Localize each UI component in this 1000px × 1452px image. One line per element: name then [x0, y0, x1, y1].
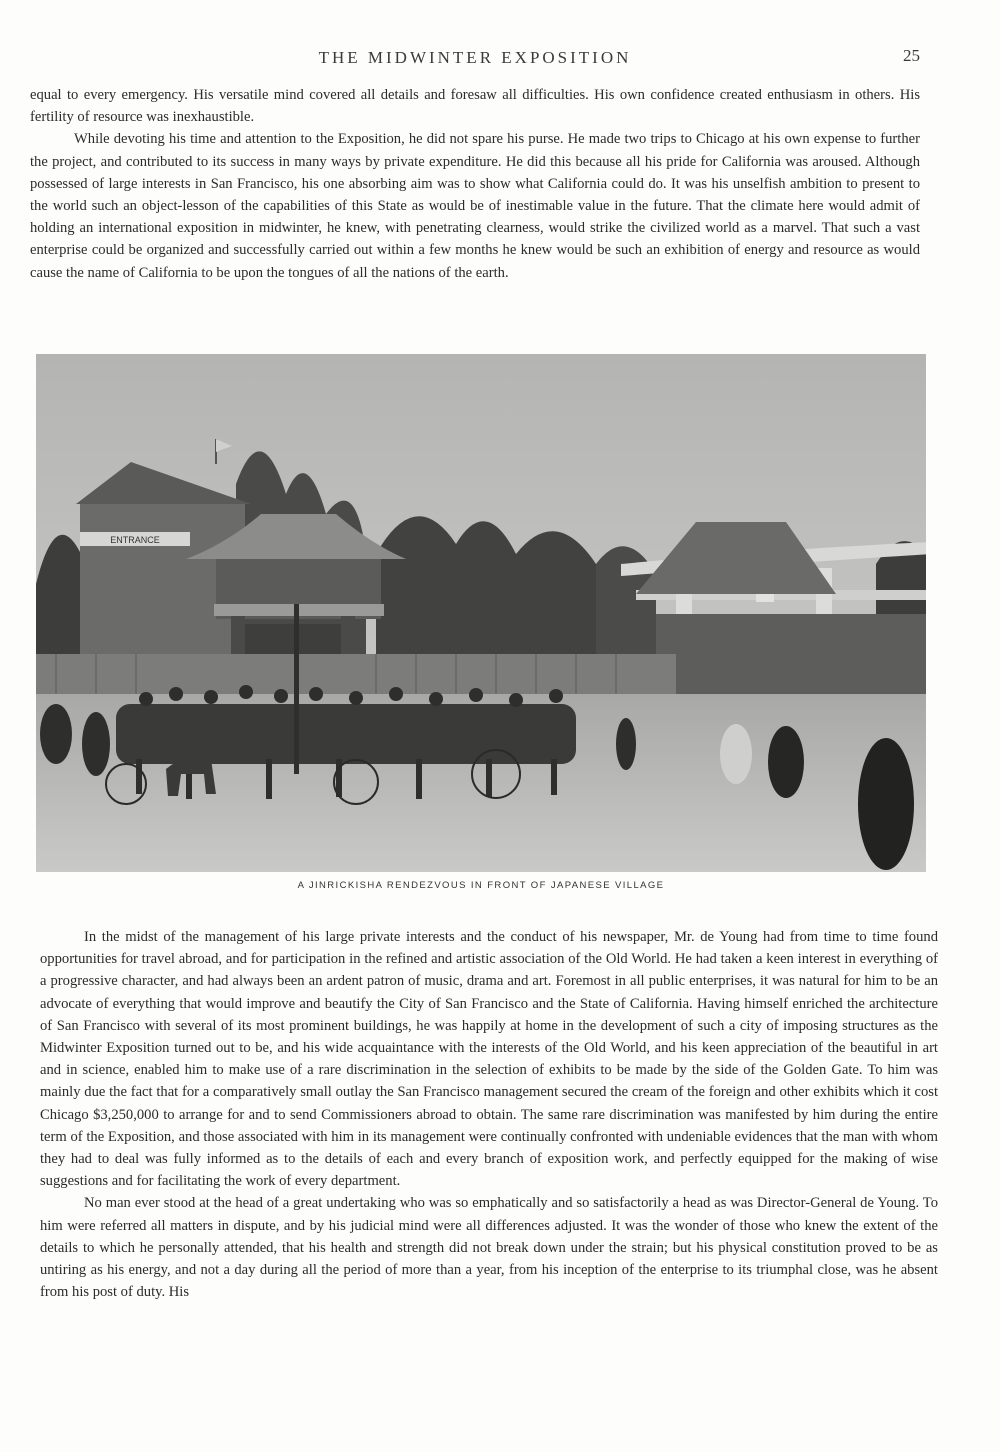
fence — [36, 654, 676, 694]
bottom-text-block — [40, 926, 938, 1303]
top-text-block — [30, 84, 920, 284]
photo-caption: A JINRICKISHA RENDEZVOUS IN FRONT OF JAPANESE VILLAGE — [297, 880, 665, 891]
paragraph-director-general: No man ever stood at the head of a great undertaking who was so emphatically and so satisfactorily a head as was Director-General de Young. To him were referred all matters in dispute, and by his judicial mind were all differences adjusted. It was the wonder of those who knew the extent of the details to which he personally attended, that his health and strength did not break down under the strain; but his physical constitution proved to be as untiring as his energy, and not a day during all the period of more than a year, from his inception of the enterprise to its triumphal close, was he absent from his post of duty. His — [40, 1195, 938, 1301]
page-number: 25 — [903, 46, 920, 65]
paragraph-continued: equal to every emergency. His versatile mind covered all details and foresaw all difficulties. His own confidence created enthusiasm in others. His fertility of resource was inexhaustible. — [30, 87, 920, 126]
running-title: THE MIDWINTER EXPOSITION — [318, 48, 632, 67]
halftone-photograph — [36, 354, 926, 872]
building-sign: ENTRANCE — [110, 535, 160, 545]
lamp-post — [294, 604, 299, 774]
paragraph-exposition-expense: While devoting his time and attention to the Exposition, he did not spare his purse. He made two trips to Chicago at his own expense to further the project, and contributed to its success in many ways by private expenditure. He did this because all his pride for California was aroused. Although possessed of large interests in San Francisco, his one absorbing aim was to show what California could do. It was his unselfish ambition to present to the world such an object-lesson of the capabilities of this State as would be of inestimable value in the future. That the climate here would admit of holding an international exposition in midwinter, he knew, with penetrating clearness, would strike the civilized world as a marvel. That such a vast enterprise could be organized and successfully carried out within a few months he knew would be such an exhibition of energy and resource as would cause the name of California to be upon the tongues of all the nations of the earth. — [30, 131, 920, 281]
running-head — [0, 48, 1000, 72]
photo-illustration — [36, 354, 926, 872]
paragraph-de-young-travel: In the midst of the management of his large private interests and the conduct of his newspaper, Mr. de Young had from time to time found opportunities for travel abroad, and for participation in the refined and artistic association of the Old World. He had taken a keen interest in everything of a progressive character, and had always been an ardent patron of music, drama and art. Foremost in all public enterprises, it was natural for him to be an advocate of everything that would improve and beautify the City of San Francisco and the State of California. Having himself enriched the architecture of San Francisco with several of its most prominent buildings, he was happily at home in the development of such a city of imposing structures as the Midwinter Exposition turned out to be, and his wide acquaintance with the interests of the Old World, and his keen appreciation of the beautiful in art and in science, enabled him to make use of a rare discrimination in the selection of exhibits to be made by the side of the Golden Gate. To him was mainly due the fact that for a comparatively small outlay the San Francisco management secured the cream of the foreign and other exhibits which it cost Chicago $3,250,000 to arrange for and to send Commissioners abroad to obtain. The same rare discrimination was manifested by him during the entire term of the Exposition, and those associated with him in its management were continually confronted with undeniable evidences that the man with whom they had to deal was fully informed as to the details of each and every branch of exposition work, and perfectly equipped for the making of wise suggestions and for facilitating the work of every department. — [40, 929, 938, 1190]
